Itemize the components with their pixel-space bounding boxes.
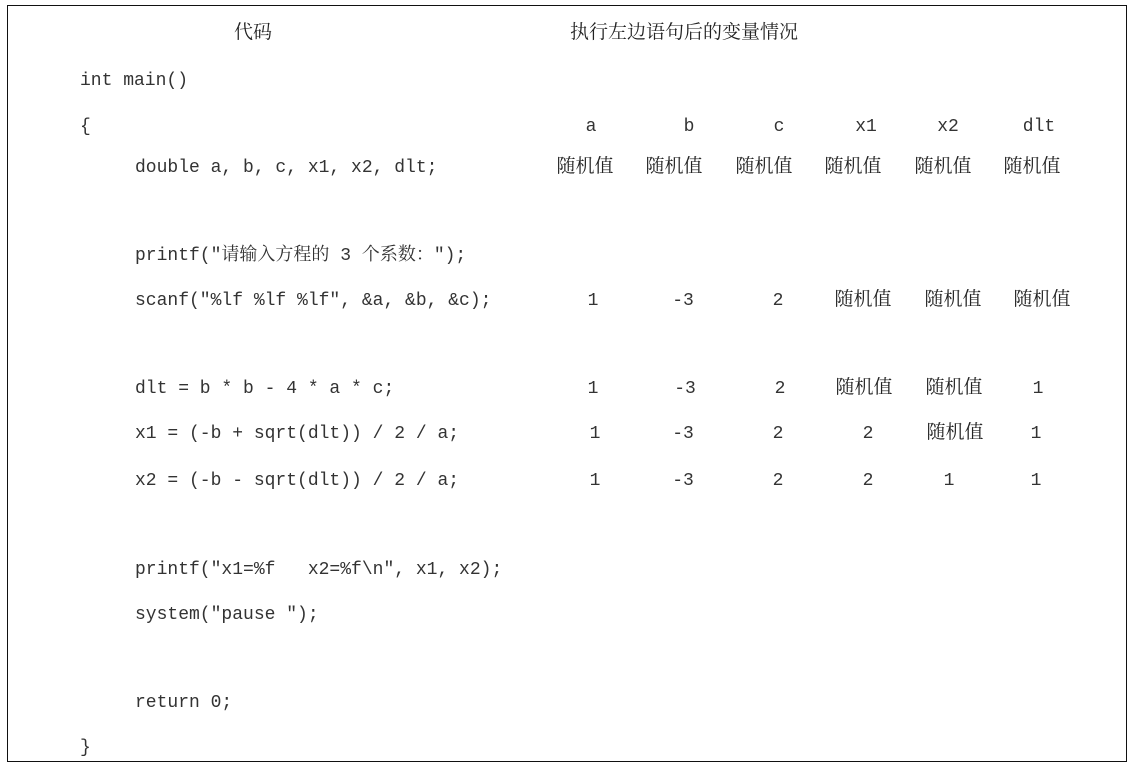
value-cell: 随机值: [556, 155, 614, 177]
value-cell: 随机值: [1003, 155, 1061, 177]
value-cell: 随机值: [834, 288, 892, 310]
value-cell: 1: [943, 471, 955, 491]
code-line-return: return 0;: [135, 693, 233, 713]
var-header-b: b: [683, 117, 695, 137]
value-cell: 2: [772, 424, 784, 444]
var-header-x2: x2: [937, 117, 959, 137]
value-cell: 2: [772, 471, 784, 491]
value-cell: 2: [862, 471, 874, 491]
value-cell: -3: [674, 379, 696, 399]
value-cell: 1: [587, 379, 599, 399]
value-cell: 随机值: [824, 155, 882, 177]
value-cell: 随机值: [924, 288, 982, 310]
var-header-x1: x1: [855, 117, 877, 137]
value-cell: 1: [589, 424, 601, 444]
value-cell: 1: [1032, 379, 1044, 399]
value-cell: 随机值: [835, 376, 893, 398]
value-cell: 随机值: [1013, 288, 1071, 310]
code-line-declare: double a, b, c, x1, x2, dlt;: [135, 158, 438, 178]
code-line-system: system("pause ");: [135, 605, 319, 625]
value-cell: -3: [672, 424, 694, 444]
code-line-printf-prompt: printf("请输入方程的 3 个系数：");: [135, 246, 467, 266]
value-cell: 2: [772, 291, 784, 311]
var-header-a: a: [585, 117, 597, 137]
value-cell: -3: [672, 471, 694, 491]
code-line-main: int main(): [80, 71, 189, 91]
value-cell: 随机值: [735, 155, 793, 177]
code-line-x2: x2 = (-b - sqrt(dlt)) / 2 / a;: [135, 471, 460, 491]
value-cell: 随机值: [925, 376, 983, 398]
code-line-printf-result: printf("x1=%f x2=%f\n", x1, x2);: [135, 560, 503, 580]
value-cell: 2: [774, 379, 786, 399]
value-cell: 1: [589, 471, 601, 491]
code-line-dlt: dlt = b * b - 4 * a * c;: [135, 379, 395, 399]
value-cell: 2: [862, 424, 874, 444]
code-column-header: 代码: [234, 21, 273, 43]
var-header-dlt: dlt: [1022, 117, 1056, 137]
value-cell: 1: [1030, 424, 1042, 444]
value-cell: 1: [587, 291, 599, 311]
code-line-x1: x1 = (-b + sqrt(dlt)) / 2 / a;: [135, 424, 460, 444]
code-line-scanf: scanf("%lf %lf %lf", &a, &b, &c);: [135, 291, 492, 311]
value-cell: 随机值: [926, 421, 984, 443]
value-cell: 随机值: [914, 155, 972, 177]
value-cell: -3: [672, 291, 694, 311]
value-cell: 随机值: [645, 155, 703, 177]
var-header-c: c: [773, 117, 785, 137]
code-line-open-brace: {: [80, 117, 91, 137]
value-cell: 1: [1030, 471, 1042, 491]
code-line-close-brace: }: [80, 738, 91, 758]
variables-column-header: 执行左边语句后的变量情况: [570, 21, 799, 43]
